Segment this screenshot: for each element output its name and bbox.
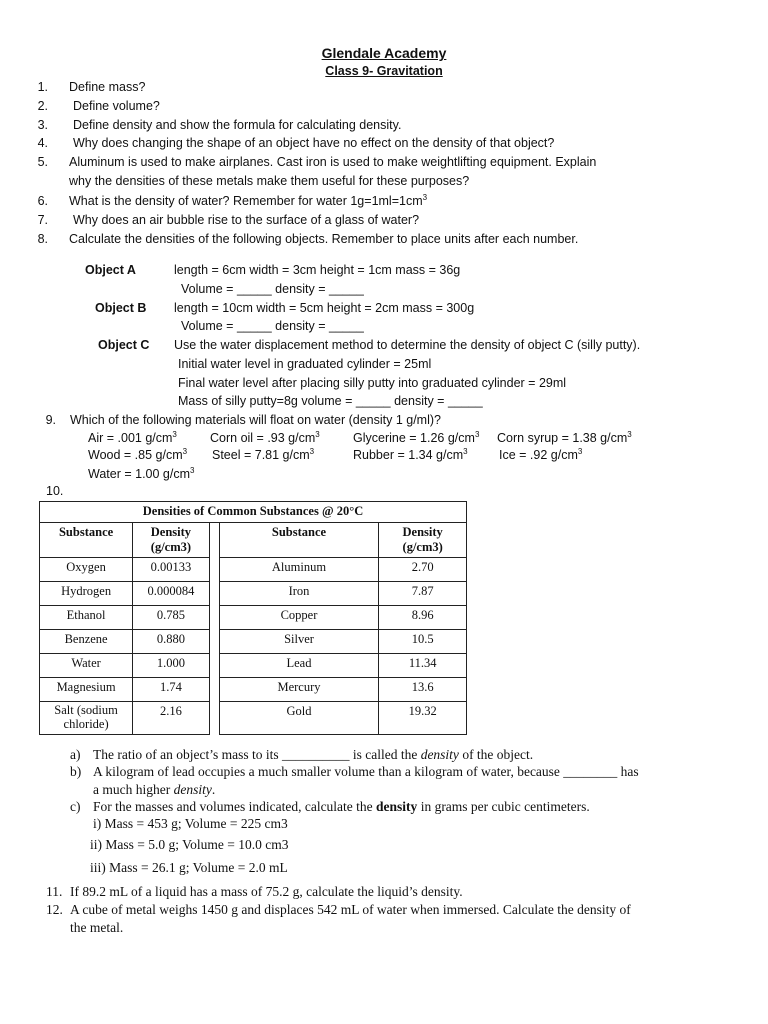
q4-text: Why does changing the shape of an object have no effect on the density of that object? <box>73 136 555 150</box>
object-b-blanks: Volume = _____ density = _____ <box>181 319 364 333</box>
density-cell: 7.87 <box>379 582 467 606</box>
q12-text: A cube of metal weighs 1450 g and displaces 542 mL of water when immersed. Calculate the density of <box>70 902 631 917</box>
substance-cell: Magnesium <box>40 678 133 702</box>
sub-c-i: i) Mass = 453 g; Volume = 225 cm3 <box>93 816 288 831</box>
q7-number: 7. <box>37 213 48 227</box>
density-cell: 19.32 <box>379 702 467 735</box>
substance-cell: Hydrogen <box>40 582 133 606</box>
table-row <box>40 678 467 702</box>
material-rubber: Rubber = 1.34 $g/cm^3$ <box>353 447 468 462</box>
material-water: Water = 1.00 $g/cm^3$ <box>88 466 195 481</box>
sub-c-ii: ii) Mass = 5.0 g; Volume = 10.0 cm3 <box>90 837 289 852</box>
table-row <box>40 606 467 630</box>
sub-c-iii: iii) Mass = 26.1 g; Volume = 2.0 mL <box>90 860 288 875</box>
column-divider <box>209 523 219 735</box>
substance-cell: Salt (sodium chloride) <box>40 702 133 735</box>
density-cell: 10.5 <box>379 630 467 654</box>
q9-number: 9. <box>45 413 56 427</box>
q1-number: 1. <box>37 80 48 94</box>
material-ice: Ice = .92 $g/cm^3$ <box>499 447 583 462</box>
substance-cell: Gold <box>219 702 379 735</box>
object-c-label: Object C <box>98 338 150 352</box>
q5-number: 5. <box>37 155 48 169</box>
object-b-label: Object B <box>95 301 147 315</box>
density-cell: 0.00133 <box>133 558 210 582</box>
header-density-1: Density (g/cm3) <box>133 523 210 558</box>
material-wood: Wood = .85 $g/cm^3$ <box>88 447 188 462</box>
substance-cell: Water <box>40 654 133 678</box>
object-c-line3: Final water level after placing silly putty into graduated cylinder = 29ml <box>178 376 567 390</box>
q11-text: If 89.2 mL of a liquid has a mass of 75.2 g, calculate the liquid’s density. <box>70 884 463 899</box>
substance-cell: Benzene <box>40 630 133 654</box>
q4-number: 4. <box>37 136 48 150</box>
table-row <box>40 558 467 582</box>
q8-text: Calculate the densities of the following objects. Remember to place units after each number. <box>69 232 579 246</box>
q10-number: 10. <box>46 484 64 498</box>
sub-c-label: c) <box>70 799 81 814</box>
density-cell: 2.70 <box>379 558 467 582</box>
table-row <box>40 654 467 678</box>
header-density-2: Density (g/cm3) <box>379 523 467 558</box>
sub-b-label: b) <box>70 764 82 779</box>
school-title: Glendale Academy <box>321 45 447 61</box>
header-substance-1: Substance <box>40 523 133 558</box>
substance-cell: Iron <box>219 582 379 606</box>
object-c-line4: Mass of silly putty=8g volume = _____ density = _____ <box>178 394 483 408</box>
q7-text: Why does an air bubble rise to the surface of a glass of water? <box>73 213 420 227</box>
class-subtitle: Class 9- Gravitation <box>325 64 443 78</box>
object-a-dims: length = 6cm width = 3cm height = 1cm mass = 36g <box>174 263 461 277</box>
q9-text: Which of the following materials will float on water (density 1 g/ml)? <box>70 413 441 427</box>
substance-cell: Ethanol <box>40 606 133 630</box>
q5-text: Aluminum is used to make airplanes. Cast iron is used to make weightlifting equipment. Explain <box>69 155 597 169</box>
material-air: Air = .001 $g/cm^3$ <box>88 430 177 445</box>
density-cell: 8.96 <box>379 606 467 630</box>
q11-number: 11. <box>46 884 63 899</box>
density-cell: 0.880 <box>133 630 210 654</box>
material-steel: Steel = 7.81 $g/cm^3$ <box>212 447 315 462</box>
material-corn-syrup: Corn syrup = 1.38 $g/cm^3$ <box>497 430 632 445</box>
q12-number: 12. <box>46 902 63 917</box>
header-substance-2: Substance <box>219 523 379 558</box>
q2-number: 2. <box>37 99 48 113</box>
substance-cell: Mercury <box>219 678 379 702</box>
table-row <box>40 630 467 654</box>
material-glycerine: Glycerine = 1.26 $g/cm^3$ <box>353 430 480 445</box>
q1-text: Define mass? <box>69 80 146 94</box>
object-a-blanks: Volume = _____ density = _____ <box>181 282 364 296</box>
density-cell: 0.785 <box>133 606 210 630</box>
q5-text-cont: why the densities of these metals make them useful for these purposes? <box>69 174 470 188</box>
sub-c-text: For the masses and volumes indicated, calculate the density in grams per cubic centimeters. <box>93 799 590 814</box>
q2-text: Define volume? <box>73 99 160 113</box>
object-b-dims: length = 10cm width = 5cm height = 2cm mass = 300g <box>174 301 475 315</box>
object-a-label: Object A <box>85 263 136 277</box>
table-row <box>40 702 467 735</box>
density-cell: 11.34 <box>379 654 467 678</box>
substance-cell: Aluminum <box>219 558 379 582</box>
substance-cell: Copper <box>219 606 379 630</box>
substance-cell: Lead <box>219 654 379 678</box>
density-cell: 0.000084 <box>133 582 210 606</box>
material-corn-oil: Corn oil = .93 $g/cm^3$ <box>210 430 320 445</box>
q6-text: What is the density of water? Remember for water $1g=1ml=1cm^3$ <box>69 193 428 208</box>
q3-number: 3. <box>37 118 48 132</box>
sub-b-text-cont: a much higher density. <box>93 782 216 797</box>
density-cell: 2.16 <box>133 702 210 735</box>
density-table <box>39 501 467 735</box>
q6-number: 6. <box>37 194 48 208</box>
density-cell: 1.74 <box>133 678 210 702</box>
sub-a-text: The ratio of an object’s mass to its __________ is called the density of the object. <box>93 747 534 762</box>
sub-b-text: A kilogram of lead occupies a much smaller volume than a kilogram of water, because ________ has <box>93 764 639 779</box>
density-cell: 13.6 <box>379 678 467 702</box>
substance-cell: Oxygen <box>40 558 133 582</box>
table-caption: Densities of Common Substances @ 20°C <box>40 502 467 523</box>
substance-cell: Silver <box>219 630 379 654</box>
q3-text: Define density and show the formula for calculating density. <box>73 118 402 132</box>
q12-text-cont: the metal. <box>70 920 124 935</box>
sub-a-label: a) <box>70 747 81 762</box>
density-cell: 1.000 <box>133 654 210 678</box>
table-row <box>40 582 467 606</box>
object-c-line2: Initial water level in graduated cylinder = 25ml <box>178 357 432 371</box>
q8-number: 8. <box>37 232 48 246</box>
object-c-line1: Use the water displacement method to determine the density of object C (silly putty). <box>174 338 641 352</box>
